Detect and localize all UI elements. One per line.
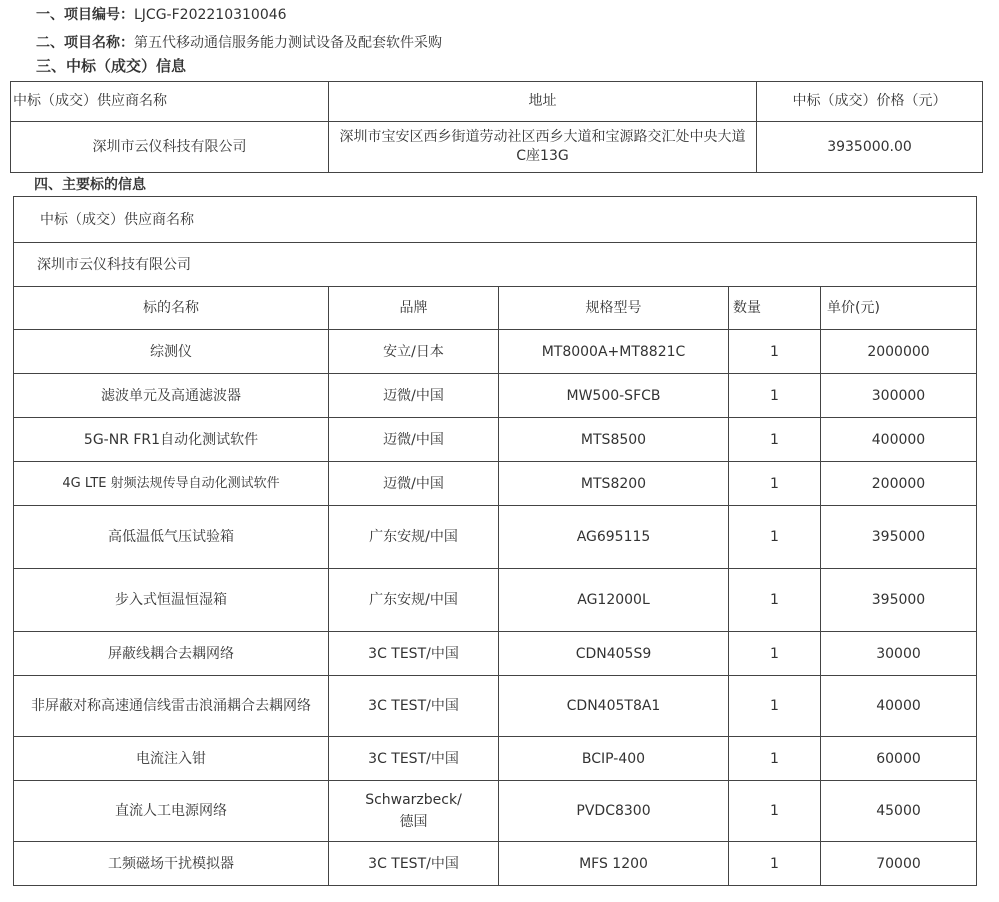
item-brand: 3C TEST/中国	[329, 737, 499, 781]
item-price: 2000000	[821, 330, 977, 374]
item-qty: 1	[729, 737, 821, 781]
items-header-price: 单价(元)	[821, 287, 977, 330]
item-price: 300000	[821, 374, 977, 418]
table-row	[14, 418, 977, 462]
item-price: 60000	[821, 737, 977, 781]
item-name: 直流人工电源网络	[14, 781, 329, 842]
items-supplier-label-row	[14, 197, 977, 243]
item-name: 电流注入钳	[14, 737, 329, 781]
item-brand: 迈微/中国	[329, 418, 499, 462]
item-brand: 广东安规/中国	[329, 569, 499, 632]
item-brand: Schwarzbeck/德国	[329, 781, 499, 842]
items-supplier-name-row	[14, 243, 977, 287]
table-row	[14, 506, 977, 569]
item-qty: 1	[729, 676, 821, 737]
item-price: 45000	[821, 781, 977, 842]
item-price: 70000	[821, 842, 977, 886]
item-name: 高低温低气压试验箱	[14, 506, 329, 569]
item-price: 400000	[821, 418, 977, 462]
table-row	[14, 462, 977, 506]
item-price: 40000	[821, 676, 977, 737]
items-header-model: 规格型号	[499, 287, 729, 330]
item-name: 5G-NR FR1自动化测试软件	[14, 418, 329, 462]
winner-table-row	[11, 122, 983, 173]
item-model: AG12000L	[499, 569, 729, 632]
item-qty: 1	[729, 781, 821, 842]
item-price: 30000	[821, 632, 977, 676]
item-brand: 3C TEST/中国	[329, 676, 499, 737]
item-name: 4G LTE 射频法规传导自动化测试软件	[14, 462, 329, 506]
items-supplier-name: 深圳市云仪科技有限公司	[14, 243, 977, 287]
table-row	[14, 842, 977, 886]
section3-title	[36, 57, 186, 75]
item-model: MFS 1200	[499, 842, 729, 886]
item-brand: 安立/日本	[329, 330, 499, 374]
project-name-line	[36, 34, 442, 52]
winner-header-address: 地址	[329, 82, 757, 122]
item-brand: 广东安规/中国	[329, 506, 499, 569]
item-brand: 3C TEST/中国	[329, 842, 499, 886]
item-qty: 1	[729, 374, 821, 418]
winner-table-header-row	[11, 82, 983, 122]
table-row	[14, 781, 977, 842]
project-number-label: 一、项目编号：	[36, 7, 134, 23]
item-brand: 迈微/中国	[329, 462, 499, 506]
table-row	[14, 330, 977, 374]
item-qty: 1	[729, 462, 821, 506]
item-brand: 迈微/中国	[329, 374, 499, 418]
item-model: CDN405S9	[499, 632, 729, 676]
item-model: MTS8200	[499, 462, 729, 506]
item-qty: 1	[729, 632, 821, 676]
items-header-name: 标的名称	[14, 287, 329, 330]
item-qty: 1	[729, 330, 821, 374]
items-header-qty: 数量	[729, 287, 821, 330]
item-model: MTS8500	[499, 418, 729, 462]
item-model: BCIP-400	[499, 737, 729, 781]
item-qty: 1	[729, 506, 821, 569]
item-model: MT8000A+MT8821C	[499, 330, 729, 374]
table-row	[14, 632, 977, 676]
item-name: 步入式恒温恒湿箱	[14, 569, 329, 632]
item-model: PVDC8300	[499, 781, 729, 842]
section4-title-text: 四、主要标的信息	[34, 177, 146, 193]
item-price: 395000	[821, 569, 977, 632]
item-name: 工频磁场干扰模拟器	[14, 842, 329, 886]
item-qty: 1	[729, 418, 821, 462]
section4-title	[34, 176, 146, 194]
items-supplier-label: 中标（成交）供应商名称	[14, 197, 977, 243]
item-qty: 1	[729, 842, 821, 886]
project-name-label: 二、项目名称：	[36, 35, 134, 51]
winner-header-supplier: 中标（成交）供应商名称	[11, 82, 329, 122]
item-price: 395000	[821, 506, 977, 569]
table-row	[14, 374, 977, 418]
item-model: AG695115	[499, 506, 729, 569]
item-model: MW500-SFCB	[499, 374, 729, 418]
table-row	[14, 676, 977, 737]
item-model: CDN405T8A1	[499, 676, 729, 737]
winner-address: 深圳市宝安区西乡街道劳动社区西乡大道和宝源路交汇处中央大道C座13G	[329, 122, 757, 173]
items-header-brand: 品牌	[329, 287, 499, 330]
item-name: 屏蔽线耦合去耦网络	[14, 632, 329, 676]
section3-title-text: 三、中标（成交）信息	[36, 57, 187, 75]
winner-supplier: 深圳市云仪科技有限公司	[11, 122, 329, 173]
winner-price: 3935000.00	[757, 122, 983, 173]
items-table	[13, 196, 977, 886]
winner-table	[10, 81, 983, 173]
table-row	[14, 569, 977, 632]
table-row	[14, 737, 977, 781]
item-name: 非屏蔽对称高速通信线雷击浪涌耦合去耦网络	[14, 676, 329, 737]
item-price: 200000	[821, 462, 977, 506]
project-number-line	[36, 6, 287, 24]
item-brand: 3C TEST/中国	[329, 632, 499, 676]
item-name: 综测仪	[14, 330, 329, 374]
project-name-value: 第五代移动通信服务能力测试设备及配套软件采购	[134, 35, 442, 51]
winner-header-price: 中标（成交）价格（元）	[757, 82, 983, 122]
project-number-value: LJCG-F202210310046	[134, 7, 287, 23]
item-qty: 1	[729, 569, 821, 632]
item-name: 滤波单元及高通滤波器	[14, 374, 329, 418]
items-header-row	[14, 287, 977, 330]
